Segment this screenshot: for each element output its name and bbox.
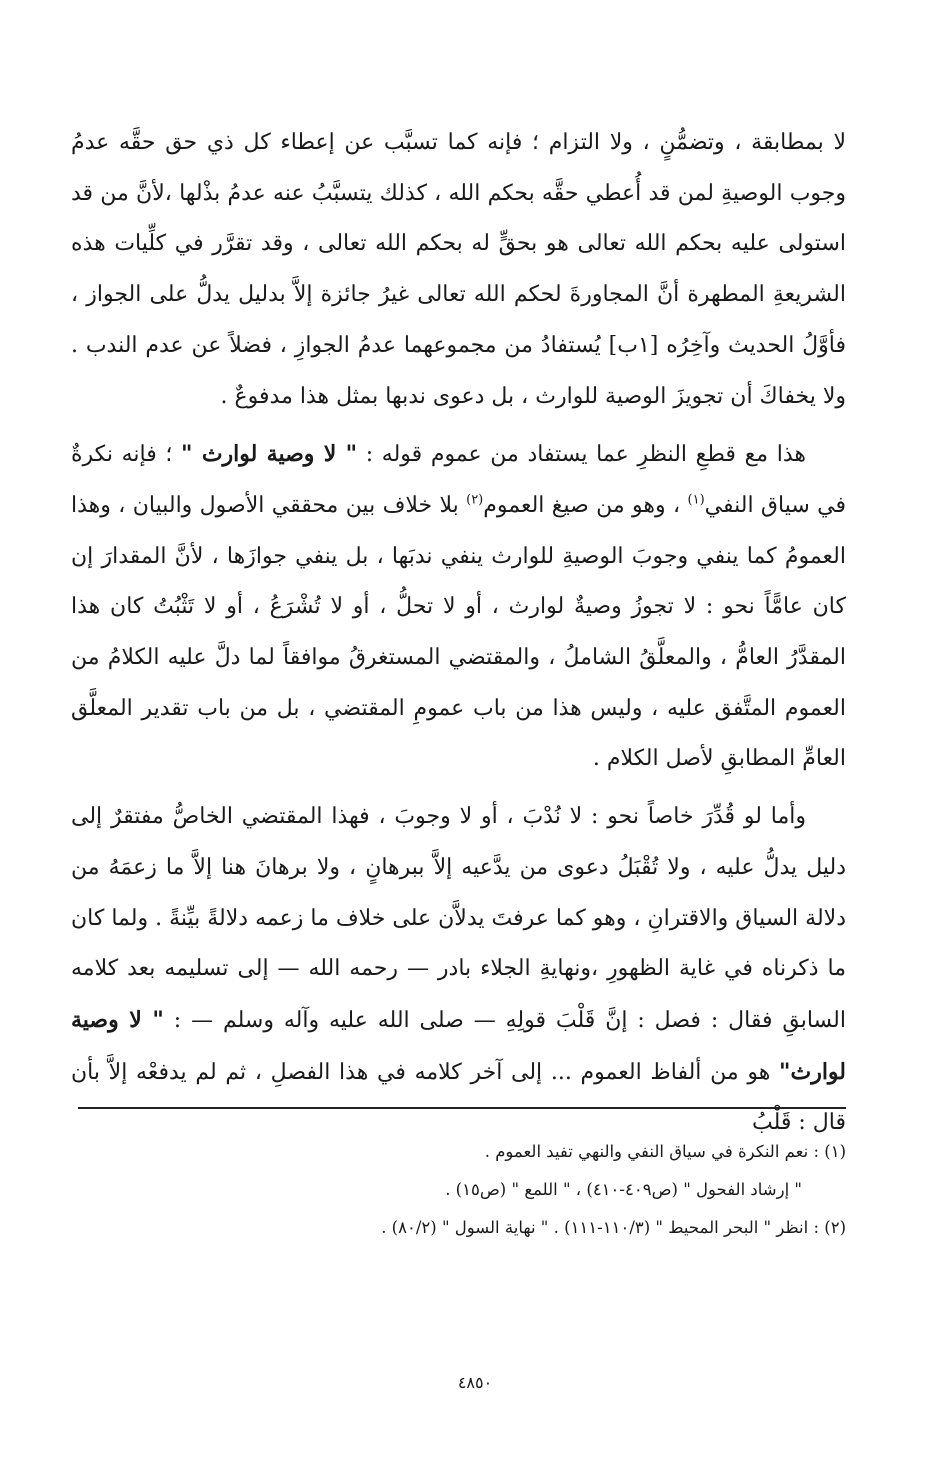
- hadith-quote-2: " لا وصية لوارث": [71, 1006, 846, 1085]
- footnote-2: (٢) : انظر " البحر المحيط " (١١٠/٣-١١١) . " نهاية السول " (٨٠/٢) .: [381, 1218, 846, 1237]
- footnote-ref-2: (٢): [466, 492, 484, 508]
- paragraph-2-text-b: ؛ فإنه نكرةٌ في سياق النفي: [71, 442, 847, 518]
- paragraph-1-text: لا بمطابقة ، وتضمُّنٍ ، ولا التزام ؛ فإنه كما تسبَّب عن إعطاء كل ذي حق حقَّه عدمُ وجوب الوصيةِ لمن قد أُعطي حقَّه بحكم الله ، كذلك يتسبَّبُ عنه عدمُ بذْلها ،لأنَّ من قد استولى عليه بحكم الله تعالى هو بحقٍّ له بحكم الله تعالى ، وقد تقرَّر في كلِّيات هذه الشريعةِ المطهرة أنَّ المجاورةَ لحكم الله تعالى غيرُ جائزة إلاَّ بدليل يدلُّ على الجواز ، فأوَّلُ الحديث وآخِرُه [١ب] يُستفادُ من مجموعهما عدمُ الجوازِ ، فضلاً عن عدم الندب . ولا يخفاكَ أن تجويزَ الوصية للوارث ، بل دعوى ندبها بمثل هذا مدفوعٌ .: [71, 130, 847, 409]
- page-number: ٤٨٥٠: [457, 1373, 493, 1392]
- paragraph-2-text-c: ، وهو من صيغ العموم: [483, 492, 681, 518]
- hadith-quote: " لا وصية لوارث ": [181, 441, 358, 468]
- paragraph-3-text-b: هو من ألفاظ العموم ... إلى آخر كلامه في هذا الفصلِ ، ثم لم يدفعْه إلاَّ بأن قال : قَلْبُ: [71, 1059, 846, 1136]
- main-text: [71, 118, 846, 1156]
- paragraph-2-text-d: بلا خلاف بين محققي الأصول والبيان ، وهذا العمومُ كما ينفي وجوبَ الوصيةِ للوارث ينفي ندبَها ، بل ينفي جوازَها ، لأنَّ المقدارَ إن كان عامًّاً نحو : لا تجوزُ وصيةٌ لوارث ، أو لا تحلُّ ، أو لا تُشْرَعُ ، أو لا تَثْبُتُ كان هذا المقدَّرُ العامُّ ، والمعلَّقُ الشاملُ ، والمقتضي المستغرقُ موافقاً لما دلَّ عليه الكلامُ من العموم المتَّفق عليه ، وليس هذا من باب عمومِ المقتضي ، بل من باب تقدير المعلَّق العامِّ المطابقِ لأصل الكلام .: [71, 492, 846, 772]
- paragraph-3-text-a: وأما لو قُدِّرَ خاصاً نحو : لا نُدْبَ ، أو لا وجوبَ ، فهذا المقتضي الخاصُّ مفتقرٌ إلى دليل يدلُّ عليه ، ولا تُقْبَلُ دعوى من يدَّعيه إلاَّ ببرهانٍ ، ولا برهانَ هنا إلاَّ ما زعمَهُ من دلالة السياق والاقترانِ ، وهو كما عرفتَ يدلاَّن على خلاف ما زعمه دلالةً بيِّنةً . ولما كان ما ذكرناه في غاية الظهورِ ،ونهايةِ الجلاء بادر — رحمه الله — إلى تسليمه بعد كلامه السابقِ فقال : فصل : إنَّ قَلْبَ قولِهِ — صلى الله عليه وآله وسلم — :: [71, 804, 846, 1033]
- footnote-1-sources: " إرشاد الفحول " (ص٤٠٩-٤١٠) ، " اللمع " (ص١٥) .: [445, 1180, 802, 1199]
- paragraph-3: [71, 792, 846, 1149]
- paragraph-1: [71, 118, 846, 422]
- footnote-ref-1: (١): [687, 492, 705, 508]
- footnote-1: (١) : نعم النكرة في سياق النفي والنهي تفيد العموم .: [484, 1142, 846, 1161]
- footnotes: [71, 1133, 846, 1247]
- paragraph-2-text-a: هذا مع قطعِ النظرِ عما يستفاد من عموم قوله :: [365, 442, 806, 468]
- footnote-separator: [78, 1107, 846, 1109]
- paragraph-2: [71, 429, 846, 785]
